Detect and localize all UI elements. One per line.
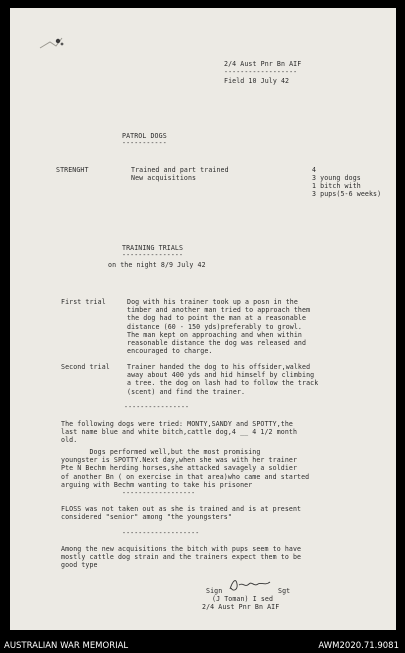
section-rule-2: ------------------ [122, 489, 196, 497]
floss-paragraph: FLOSS was not taken out as she is trained and is at present considered "senior" among "the youngsters" [61, 505, 302, 522]
strength-label: STRENGHT [56, 166, 89, 174]
header-date: Field 10 July 42 [224, 77, 290, 85]
dogs-performed-paragraph: Dogs performed well,but the most promising youngster is SPOTTY.Next day,when she was with her trainer Pte N Bechm herding horses,she attacked savagely a soldier of another Bn ( on exercise in that area)who came and started arguing with Bechm wanting to take his prisoner [61, 448, 310, 489]
section-rule-1: ---------------- [124, 403, 190, 411]
footer-item-id: AWM2020.71.9081 [318, 641, 399, 651]
signature-name: (J Toman) I sed [212, 595, 274, 603]
first-trial-text: Dog with his trainer took up a posn in the timber and another man tried to approach them the dog had to point the man at a reasonable distance (60 - 150 yds)preferably to growl. The man kept on approaching and when within reasonable distance the dog was released and encouraged to charge. [127, 298, 311, 356]
strength-count-0: 4 [312, 166, 317, 174]
training-trials-title: TRAINING TRIALS [122, 244, 184, 252]
training-trials-rule: --------------- [122, 251, 184, 259]
section-rule-3: ------------------- [122, 529, 200, 537]
patrol-dogs-title: PATROL DOGS [122, 132, 167, 140]
strength-count-1: 3 young dogs [312, 174, 361, 182]
patrol-dogs-rule: ----------- [122, 139, 167, 147]
second-trial-label: Second trial [61, 363, 110, 371]
signature-unit: 2/4 Aust Pnr Bn AIF [202, 603, 280, 611]
dogs-tried-paragraph: The following dogs were tried: MONTY,SANDY and SPOTTY,the last name blue and white bitch,cattle dog,4 __ 4 1/2 month old. [61, 420, 298, 445]
strength-count-2: 1 bitch with [312, 182, 361, 190]
footer-archive-label: AUSTRALIAN WAR MEMORIAL [4, 641, 129, 651]
strength-line-trained: Trained and part trained [131, 166, 229, 174]
document-page [10, 8, 396, 630]
training-trials-subtitle: on the night 8/9 July 42 [108, 261, 206, 269]
first-trial-label: First trial [61, 298, 106, 306]
footer-bar [0, 638, 405, 653]
staple-mark-icon [38, 32, 78, 54]
strength-count-3: 3 pups(5-6 weeks) [312, 190, 382, 198]
strength-line-new: New acquisitions [131, 174, 197, 182]
header-rule: ------------------ [224, 68, 298, 76]
signature-sign-label: Sign [206, 587, 223, 595]
acquisitions-paragraph: Among the new acquisitions the bitch with pups seem to have mostly cattle dog strain and the trainers expect them to be good type [61, 545, 302, 570]
handwritten-signature [227, 576, 273, 594]
signature-rank: Sgt [278, 587, 291, 595]
header-unit: 2/4 Aust Pnr Bn AIF [224, 60, 302, 68]
second-trial-text: Trainer handed the dog to his offsider,walked away about 400 yds and hid himself by climbing a tree. the dog on lash had to follow the track (scent) and find the trainer. [127, 363, 319, 396]
